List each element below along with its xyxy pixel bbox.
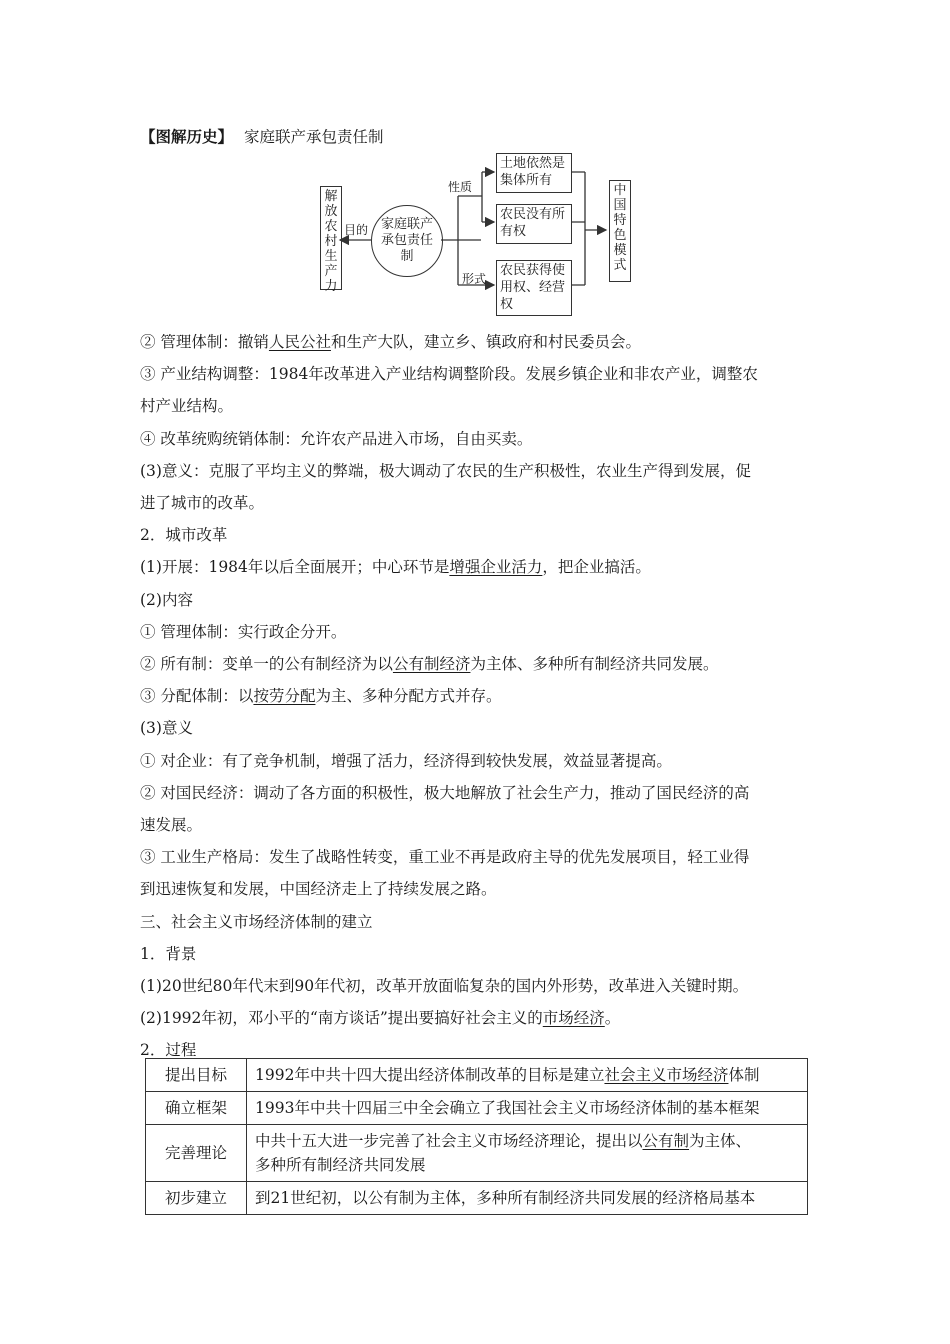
text-segment: ② 管理体制：撤销 bbox=[140, 333, 269, 351]
underlined-term: 按劳分配 bbox=[253, 687, 316, 705]
text-line: 速发展。 bbox=[140, 816, 203, 834]
table-key: 确立框架 bbox=[146, 1092, 247, 1125]
section-heading: 2．城市改革 bbox=[140, 526, 228, 544]
text-segment: ② 所有制：变单一的公有制经济为以 bbox=[140, 655, 393, 673]
title-tag: 【图解历史】 bbox=[140, 127, 234, 146]
diagram-box-use-rights: 农民获得使用权、经营权 bbox=[496, 260, 572, 316]
title-text: 家庭联产承包责任制 bbox=[243, 128, 384, 146]
section-heading: 2．过程 bbox=[140, 1041, 197, 1059]
table-row bbox=[146, 1059, 808, 1092]
diagram-right-box bbox=[609, 180, 631, 282]
underlined-term: 增强企业活力 bbox=[449, 558, 543, 576]
diagram-left-box bbox=[320, 186, 342, 294]
text-segment: 。 bbox=[604, 1009, 621, 1027]
text-segment: ③ 分配体制：以 bbox=[140, 687, 254, 705]
text-segment: 为主体、多种所有制经济共同发展。 bbox=[470, 655, 719, 673]
diagram-label-form: 形式 bbox=[462, 272, 487, 286]
text-line bbox=[140, 1008, 620, 1028]
text-line: ③ 工业生产格局：发生了战略性转变，重工业不再是政府主导的优先发展项目，轻工业得 bbox=[140, 848, 750, 866]
diagram-connectors bbox=[0, 0, 950, 340]
center-text: 家庭联产承包责任制 bbox=[381, 217, 434, 264]
text-segment: 为主体、 bbox=[689, 1132, 752, 1150]
table-key: 提出目标 bbox=[146, 1059, 247, 1092]
text-segment: 1992年中共十四大提出经济体制改革的目标是建立 bbox=[255, 1066, 605, 1084]
table-key: 完善理论 bbox=[146, 1125, 247, 1182]
section-heading: 1．背景 bbox=[140, 945, 197, 963]
text-segment: 体制 bbox=[728, 1066, 760, 1084]
underlined-term: 市场经济 bbox=[542, 1009, 605, 1027]
table-value: 到21世纪初，以公有制为主体，多种所有制经济共同发展的经济格局基本 bbox=[247, 1182, 808, 1215]
diagram-label-purpose: 目的 bbox=[344, 223, 369, 237]
text-line bbox=[140, 654, 718, 674]
text-line: (2)内容 bbox=[140, 591, 193, 609]
underlined-term: 社会主义市场经济 bbox=[604, 1066, 729, 1084]
right-box-text: 中国特色模式 bbox=[613, 183, 627, 273]
text-line bbox=[140, 332, 641, 352]
diagram-box-ownership: 土地依然是集体所有 bbox=[496, 153, 572, 193]
text-segment: 中共十五大进一步完善了社会主义市场经济理论，提出以 bbox=[255, 1132, 643, 1150]
text-line: 到迅速恢复和发展，中国经济走上了持续发展之路。 bbox=[140, 880, 497, 898]
diagram-label-nature: 性质 bbox=[448, 180, 473, 194]
text-segment: 和生产大队，建立乡、镇政府和村民委员会。 bbox=[330, 333, 641, 351]
text-line: (3)意义：克服了平均主义的弊端，极大调动了农民的生产积极性，农业生产得到发展，促 bbox=[140, 462, 751, 480]
table-value: 1993年中共十四届三中全会确立了我国社会主义市场经济体制的基本框架 bbox=[247, 1092, 808, 1125]
diagram-title bbox=[140, 127, 383, 147]
text-segment: (1)开展：1984年以后全面展开；中心环节是 bbox=[140, 558, 450, 576]
underlined-term: 公有制 bbox=[642, 1132, 690, 1150]
text-line: ② 对国民经济：调动了各方面的积极性，极大地解放了社会生产力，推动了国民经济的高 bbox=[140, 784, 750, 802]
diagram-box-no-ownership: 农民没有所有权 bbox=[496, 204, 572, 244]
text-line: 进了城市的改革。 bbox=[140, 494, 265, 512]
text-line: (1)20世纪80年代末到90年代初，改革开放面临复杂的国内外形势，改革进入关键时期。 bbox=[140, 977, 749, 995]
text-segment: 为主、多种分配方式并存。 bbox=[315, 687, 502, 705]
underlined-term: 公有制经济 bbox=[392, 655, 471, 673]
text-line: ③ 产业结构调整：1984年改革进入产业结构调整阶段。发展乡镇企业和非农产业，调整农 bbox=[140, 365, 758, 383]
text-line bbox=[140, 686, 501, 706]
process-table bbox=[145, 1058, 808, 1215]
text-line: ① 管理体制：实行政企分开。 bbox=[140, 623, 347, 641]
table-value bbox=[247, 1059, 808, 1092]
diagram-center-circle bbox=[371, 205, 443, 277]
table-value bbox=[247, 1125, 808, 1182]
section-heading: 三、社会主义市场经济体制的建立 bbox=[140, 913, 373, 931]
table-row bbox=[146, 1182, 808, 1215]
left-box-text: 解放农村生产力 bbox=[324, 189, 338, 294]
table-key: 初步建立 bbox=[146, 1182, 247, 1215]
table-row bbox=[146, 1125, 808, 1182]
text-line: ① 对企业：有了竞争机制，增强了活力，经济得到较快发展，效益显著提高。 bbox=[140, 752, 672, 770]
text-line: ④ 改革统购统销体制：允许农产品进入市场，自由买卖。 bbox=[140, 430, 533, 448]
text-line bbox=[140, 557, 651, 577]
table-row bbox=[146, 1092, 808, 1125]
text-segment: (2)1992年初，邓小平的“南方谈话”提出要搞好社会主义的 bbox=[140, 1009, 543, 1027]
text-segment: ，把企业搞活。 bbox=[542, 558, 651, 576]
text-line: (3)意义 bbox=[140, 719, 193, 737]
text-line: 村产业结构。 bbox=[140, 397, 234, 415]
underlined-term: 人民公社 bbox=[268, 333, 331, 351]
text-segment: 多种所有制经济共同发展 bbox=[255, 1156, 426, 1174]
